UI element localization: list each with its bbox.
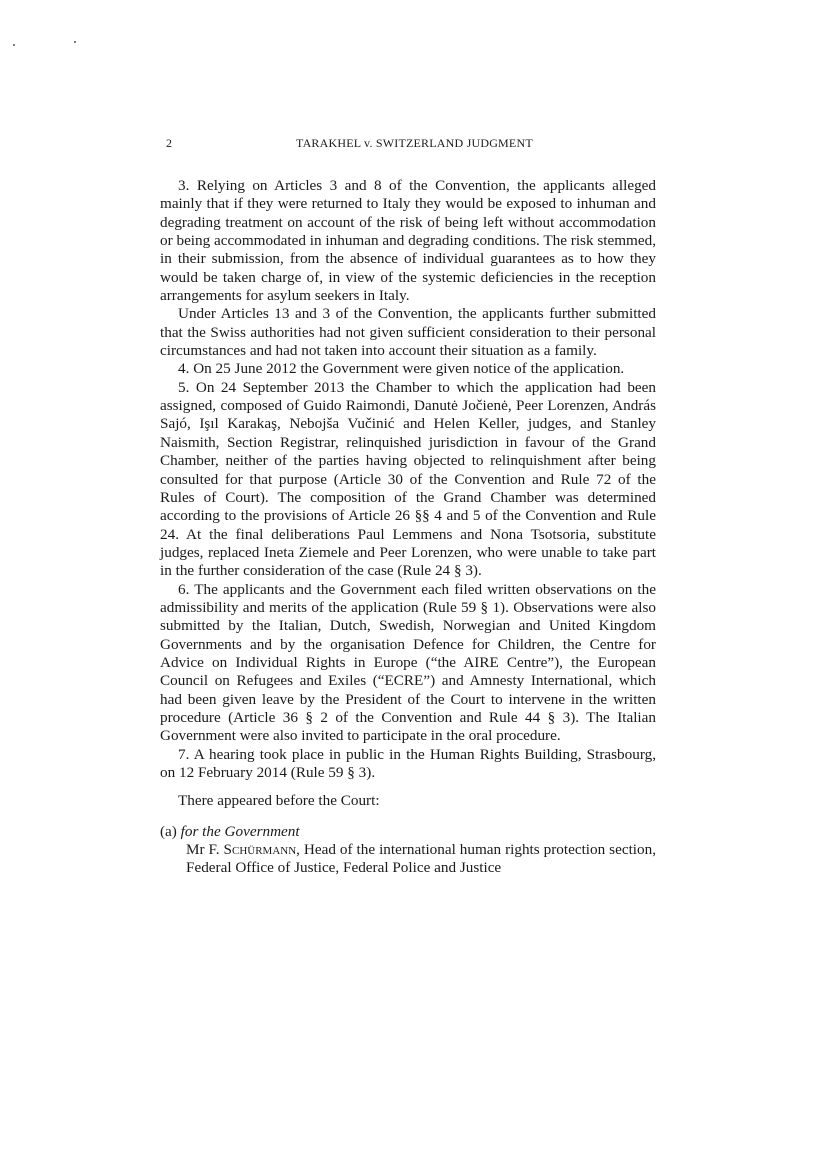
appeared-line: There appeared before the Court: — [178, 792, 380, 810]
agent-name: Schürmann — [223, 841, 297, 859]
government-heading-text: for the Government — [180, 822, 300, 840]
list-marker: (a) — [160, 822, 181, 840]
agent-role: , Head of the international human rights protection section, Federal Office of Justice, Federal Police and Justice — [186, 841, 656, 877]
paragraph-5: 5. On 24 September 2013 the Chamber to which the application had been assigned, composed of Guido Raimondi, Danutė Jočienė, Peer Lorenzen, András Sajó, Işıl Karakaş, Nebojša Vučinić and Helen Keller, judges, and Stanley Naismith, Section Registrar, relinquished jurisdiction in favour of the Grand Chamber, neither of the parties having objected to relinquishment after being consulted for that purpose (Article 30 of the Convention and Rule 72 of the Rules of Court). The composition of the Grand Chamber was determined according to the provisions of Article 26 §§ 4 and 5 of the Convention and Rule 24. At the final deliberations Paul Lemmens and Nona Tsotsoria, substitute judges, replaced Ineta Ziemele and Peer Lorenzen, who were unable to take part in the further consideration of the case (Rule 24 § 3). — [160, 378, 656, 580]
paragraph-3: 3. Relying on Articles 3 and 8 of the Convention, the applicants alleged mainly that if they were returned to Italy they would be exposed to inhuman and degrading treatment on account of the risk of being left without accommodation or being accommodated in inhuman and degrading conditions. The risk stemmed, in their submission, from the absence of individual guarantees as to how they would be taken charge of, in view of the systemic deficiencies in the reception arrangements for asylum seekers in Italy. — [160, 177, 656, 305]
paragraph-6: 6. The applicants and the Government each filed written observations on the admissibility and merits of the application (Rule 59 § 1). Observations were also submitted by the Italian, Dutch, Swedish, Norwegian and United Kingdom Governments and by the organisation Defence for Children, the Centre for Advice on Individual Rights in Europe (“the AIRE Centre”), the European Council on Refugees and Exiles (“ECRE”) and Amnesty International, which had been given leave by the President of the Court to intervene in the written procedure (Article 36 § 2 of the Convention and Rule 44 § 3). The Italian Government were also invited to participate in the oral procedure. — [160, 580, 656, 745]
page-number: 2 — [166, 136, 173, 150]
running-title: TARAKHEL v. SWITZERLAND JUDGMENT — [296, 136, 533, 150]
paragraph-3-continued: Under Articles 13 and 3 of the Convention, the applicants further submitted that the Swiss authorities had not given sufficient consideration to their personal circumstances and had not taken into account their situation as a family. — [160, 305, 656, 360]
judgment-body — [160, 177, 656, 878]
paragraph-4: 4. On 25 June 2012 the Government were given notice of the application. — [178, 360, 625, 378]
scan-speck — [74, 41, 76, 43]
government-agent — [160, 841, 656, 878]
agent-title: Mr F. — [186, 841, 224, 859]
paragraph-7: 7. A hearing took place in public in the Human Rights Building, Strasbourg, on 12 February 2014 (Rule 59 § 3). — [160, 745, 656, 781]
scan-speck — [13, 44, 15, 46]
government-heading — [160, 823, 656, 841]
